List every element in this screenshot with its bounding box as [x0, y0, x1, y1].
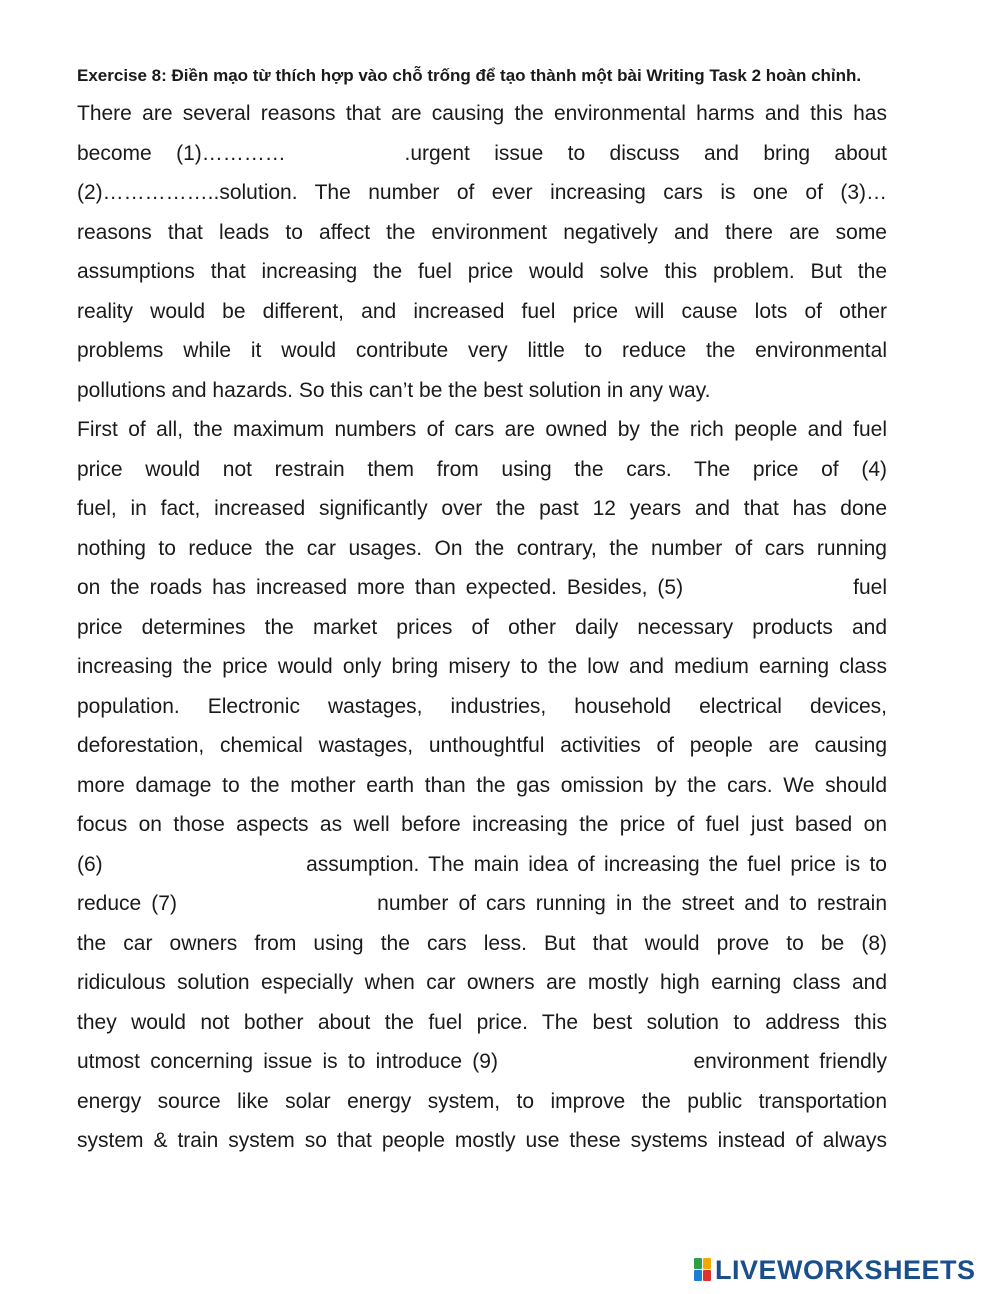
- essay-line: [77, 568, 887, 608]
- logo-text: LIVEWORKSHEETS: [715, 1254, 976, 1285]
- essay-line: [77, 134, 887, 174]
- essay-line: more damage to the mother earth than the gas omission by the cars. We should: [77, 773, 887, 797]
- essay-line: fuel, in fact, increased significantly over the past 12 years and that has done: [77, 497, 887, 520]
- essay-line: deforestation, chemical wastages, unthoughtful activities of people are causing: [77, 734, 887, 757]
- text-segment: assumption. The main idea of increasing the fuel price is to: [306, 852, 887, 876]
- text-segment: utmost concerning issue is to introduce (9): [77, 1050, 498, 1073]
- essay-line: reality would be different, and increased fuel price will cause lots of other: [77, 299, 887, 323]
- essay-line: price would not restrain them from using the cars. The price of (4): [77, 457, 887, 481]
- essay-line: [77, 1042, 887, 1082]
- essay-line: nothing to reduce the car usages. On the contrary, the number of cars running: [77, 536, 887, 560]
- essay-line: the car owners from using the cars less. But that would prove to be (8): [77, 931, 887, 955]
- essay-text: [77, 94, 887, 1161]
- essay-line: population. Electronic wastages, industries, household electrical devices,: [77, 694, 887, 718]
- text-segment: reduce (7): [77, 892, 177, 915]
- essay-line: reasons that leads to affect the environment negatively and there are some: [77, 220, 887, 244]
- essay-line: problems while it would contribute very little to reduce the environmental: [77, 339, 887, 362]
- text-segment: (6): [77, 852, 103, 876]
- essay-line: energy source like solar energy system, to improve the public transportation: [77, 1089, 887, 1113]
- essay-line: (2)……………..solution. The number of ever increasing cars is one of (3)…: [77, 181, 887, 204]
- essay-line: First of all, the maximum numbers of cars are owned by the rich people and fuel: [77, 418, 887, 441]
- essay-line: [77, 884, 887, 924]
- exercise-title: Exercise 8: Điền mạo từ thích hợp vào chỗ trống để tạo thành một bài Writing Task 2 hoàn chỉnh.: [77, 66, 862, 85]
- liveworksheets-logo: [694, 1255, 976, 1285]
- text-segment: number of cars running in the street and to restrain: [377, 892, 887, 915]
- liveworksheets-logo-icon: [694, 1258, 712, 1282]
- text-segment: .urgent issue to discuss and bring about: [404, 141, 887, 165]
- essay-line: [77, 845, 887, 885]
- essay-line: ridiculous solution especially when car owners are mostly high earning class and: [77, 971, 887, 994]
- essay-line: system & train system so that people mostly use these systems instead of always: [77, 1129, 887, 1152]
- essay-line: assumptions that increasing the fuel price would solve this problem. But the: [77, 260, 887, 283]
- text-segment: environment friendly: [693, 1050, 887, 1073]
- essay-line: pollutions and hazards. So this can’t be the best solution in any way.: [77, 378, 711, 402]
- essay-line: price determines the market prices of other daily necessary products and: [77, 615, 887, 639]
- essay-line: There are several reasons that are causing the environmental harms and this has: [77, 102, 887, 125]
- worksheet-page: [77, 62, 887, 1161]
- text-segment: become (1)…………: [77, 141, 286, 165]
- essay-line: increasing the price would only bring misery to the low and medium earning class: [77, 655, 887, 678]
- essay-line: focus on those aspects as well before increasing the price of fuel just based on: [77, 813, 887, 836]
- text-segment: on the roads has increased more than expected. Besides, (5): [77, 576, 684, 599]
- text-segment: fuel: [853, 576, 887, 599]
- essay-line: they would not bother about the fuel price. The best solution to address this: [77, 1010, 887, 1034]
